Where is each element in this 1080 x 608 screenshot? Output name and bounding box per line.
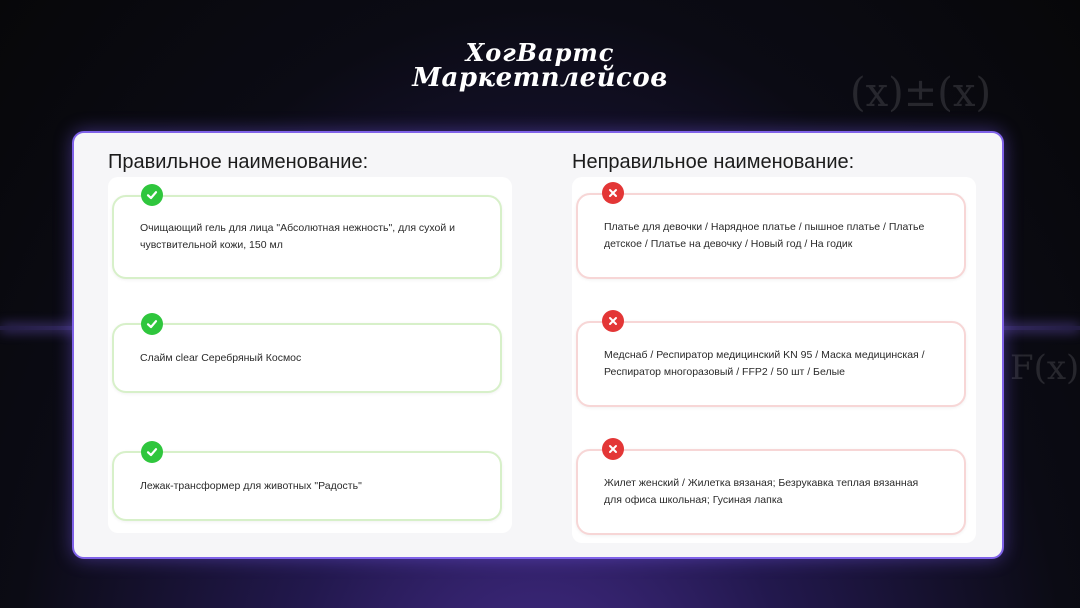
example-text: Жилет женский / Жилетка вязаная; Безрукавка теплая вязанная для офиса школьная; Гусиная лапка: [604, 477, 919, 506]
comparison-panel: [72, 131, 1004, 559]
example-text: Платье для девочки / Нарядное платье / пышное платье / Платье детское / Платье на девочку / Новый год / На годик: [604, 221, 925, 250]
correct-example-card: [112, 195, 502, 279]
incorrect-example-card: [576, 321, 966, 407]
example-text: Слайм clear Серебряный Космос: [140, 351, 302, 364]
example-text: Лежак-трансформер для животных "Радость": [140, 479, 362, 492]
correct-example-card: [112, 323, 502, 393]
incorrect-column: [572, 177, 976, 543]
cross-icon: [602, 310, 624, 332]
cross-icon: [602, 438, 624, 460]
cross-icon: [602, 182, 624, 204]
incorrect-column-title: Неправильное наименование:: [572, 151, 855, 173]
incorrect-example-card: [576, 193, 966, 279]
check-icon: [141, 184, 163, 206]
example-text: Медснаб / Респиратор медицинский KN 95 / Маска медицинская / Респиратор многоразовый / FFP2 / 50 шт / Белые: [604, 349, 925, 378]
background-formula: (x)±(x): [850, 70, 992, 116]
logo-line-2: Маркетплейсов: [412, 63, 668, 94]
background-formula-lower: F(x): [1010, 348, 1080, 388]
incorrect-example-card: [576, 449, 966, 535]
check-icon: [141, 441, 163, 463]
correct-column-title: Правильное наименование:: [108, 151, 369, 173]
correct-column: [108, 177, 512, 533]
correct-example-card: [112, 451, 502, 521]
brand-logo: [0, 40, 1080, 92]
check-icon: [141, 313, 163, 335]
logo-line-1: ХогВартс: [465, 38, 615, 67]
example-text: Очищающий гель для лица "Абсолютная нежность", для сухой и чувствительной кожи, 150 мл: [140, 222, 456, 251]
